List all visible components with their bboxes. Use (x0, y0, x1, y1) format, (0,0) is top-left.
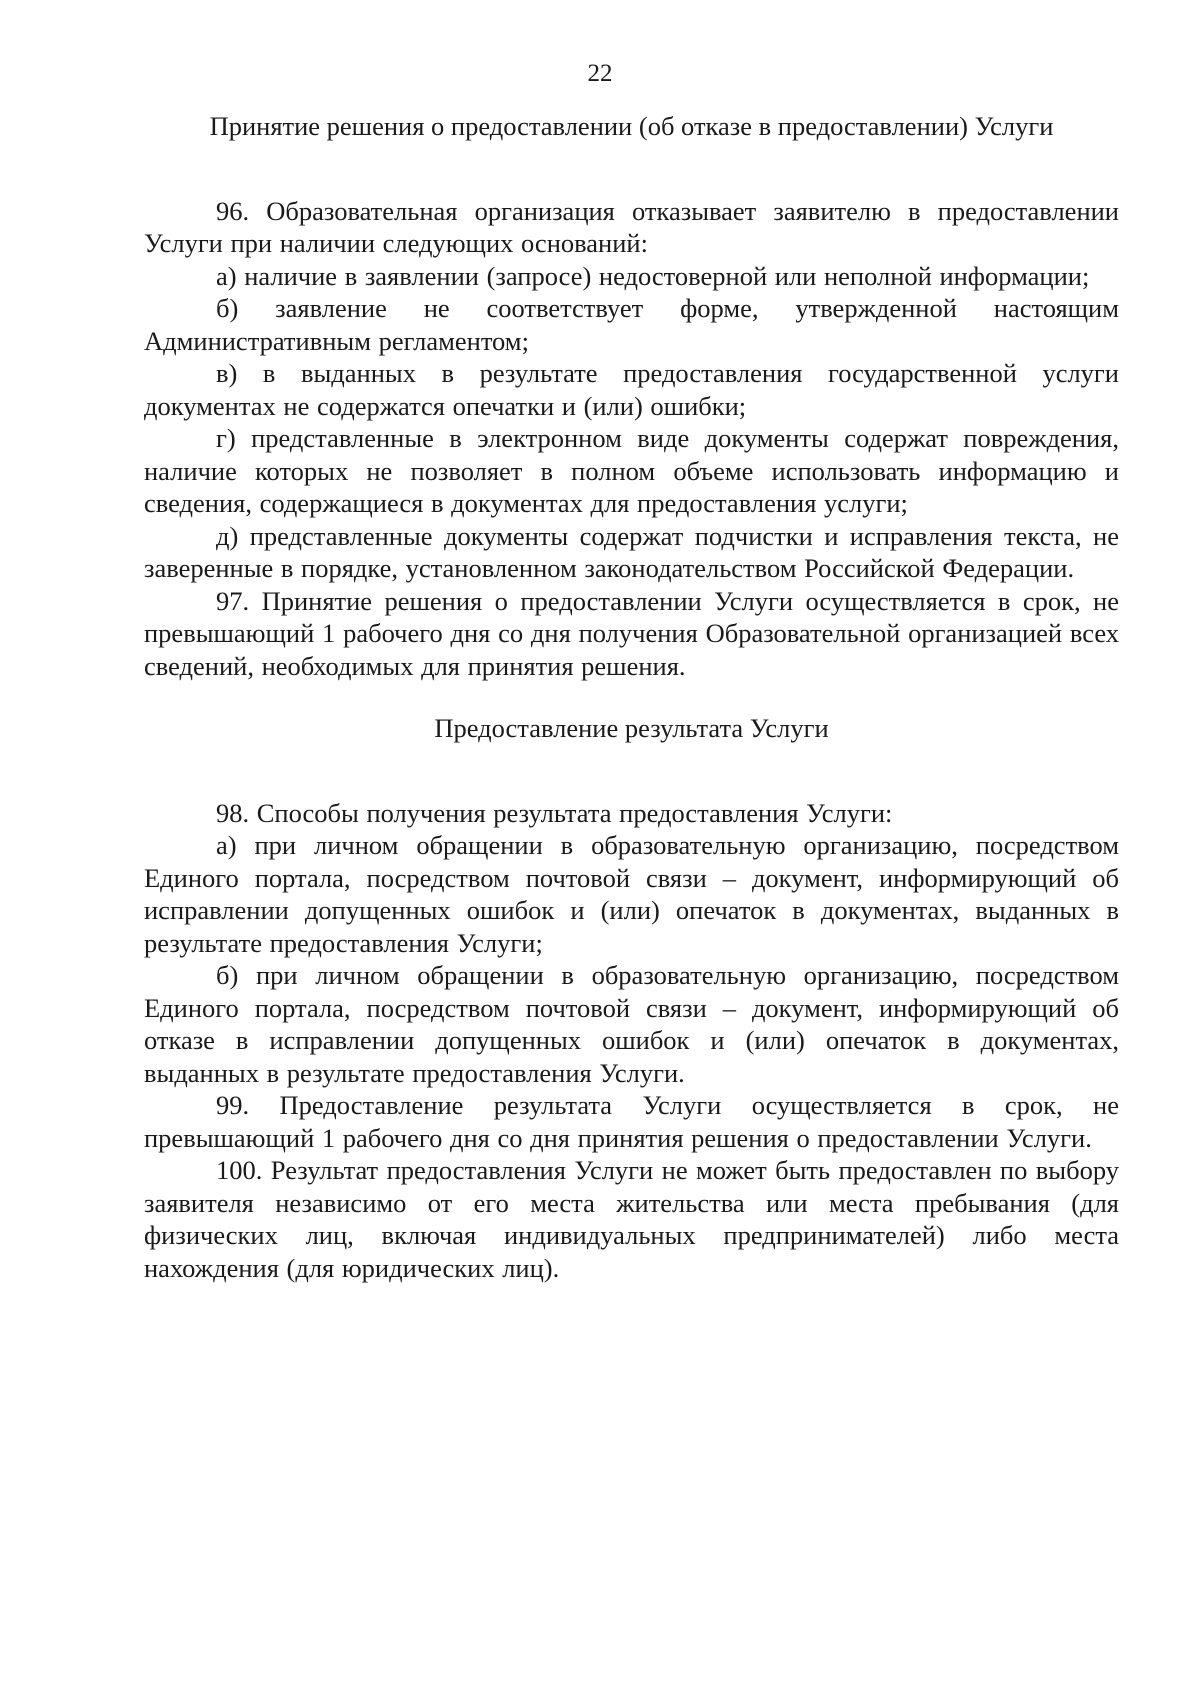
paragraph-99: 99. Предоставление результата Услуги осуществляется в срок, не превышающий 1 рабочего дня со дня принятия решения о предоставлении Услуги. (144, 1090, 1119, 1153)
section-heading: Принятие решения о предоставлении (об отказе в предоставлении) Услуги (209, 111, 1054, 141)
paragraph-96-a: а) наличие в заявлении (запросе) недостоверной или неполной информации; (216, 260, 1090, 291)
paragraph-96-b: б) заявление не соответствует форме, утвержденной настоящим Административным регламентом; (144, 293, 1119, 356)
paragraph-96-d: д) представленные документы содержат подчистки и исправления текста, не заверенные в порядке, установленном законодательством Российской Федерации. (144, 520, 1119, 583)
paragraph-96-g: г) представленные в электронном виде документы содержат повреждения, наличие которых не позволяет в полном объеме использовать информацию и сведения, содержащиеся в документах для предоставления услуги; (144, 423, 1119, 518)
paragraph-98: 98. Способы получения результата предоставления Услуги: (216, 797, 893, 828)
paragraph-96: 96. Образовательная организация отказывает заявителю в предоставлении Услуги при наличии следующих оснований: (144, 195, 1119, 258)
paragraph-98-b: б) при личном обращении в образовательную организацию, посредством Единого портала, посредством почтовой связи – документ, информирующий об отказе в исправлении допущенных ошибок и (или) опечаток в документах, выданных в результате предоставления Услуги. (144, 960, 1119, 1088)
section-heading: Предоставление результата Услуги (434, 713, 829, 743)
document-body (144, 110, 1119, 1284)
paragraph-100: 100. Результат предоставления Услуги не может быть предоставлен по выбору заявителя независимо от его места жительства или места пребывания (для физических лиц, включая индивидуальных предпринимателей) либо места нахождения (для юридических лиц). (144, 1155, 1119, 1283)
paragraph-98-a: а) при личном обращении в образовательную организацию, посредством Единого портала, посредством почтовой связи – документ, информирующий об исправлении допущенных ошибок и (или) опечаток в документах, выданных в результате предоставления Услуги; (144, 830, 1119, 958)
page-number: 22 (587, 60, 613, 87)
paragraph-96-v: в) в выданных в результате предоставления государственной услуги документах не содержатся опечатки и (или) ошибки; (144, 358, 1119, 421)
paragraph-97: 97. Принятие решения о предоставлении Услуги осуществляется в срок, не превышающий 1 рабочего дня со дня получения Образовательной организацией всех сведений, необходимых для принятия решения. (144, 585, 1119, 681)
